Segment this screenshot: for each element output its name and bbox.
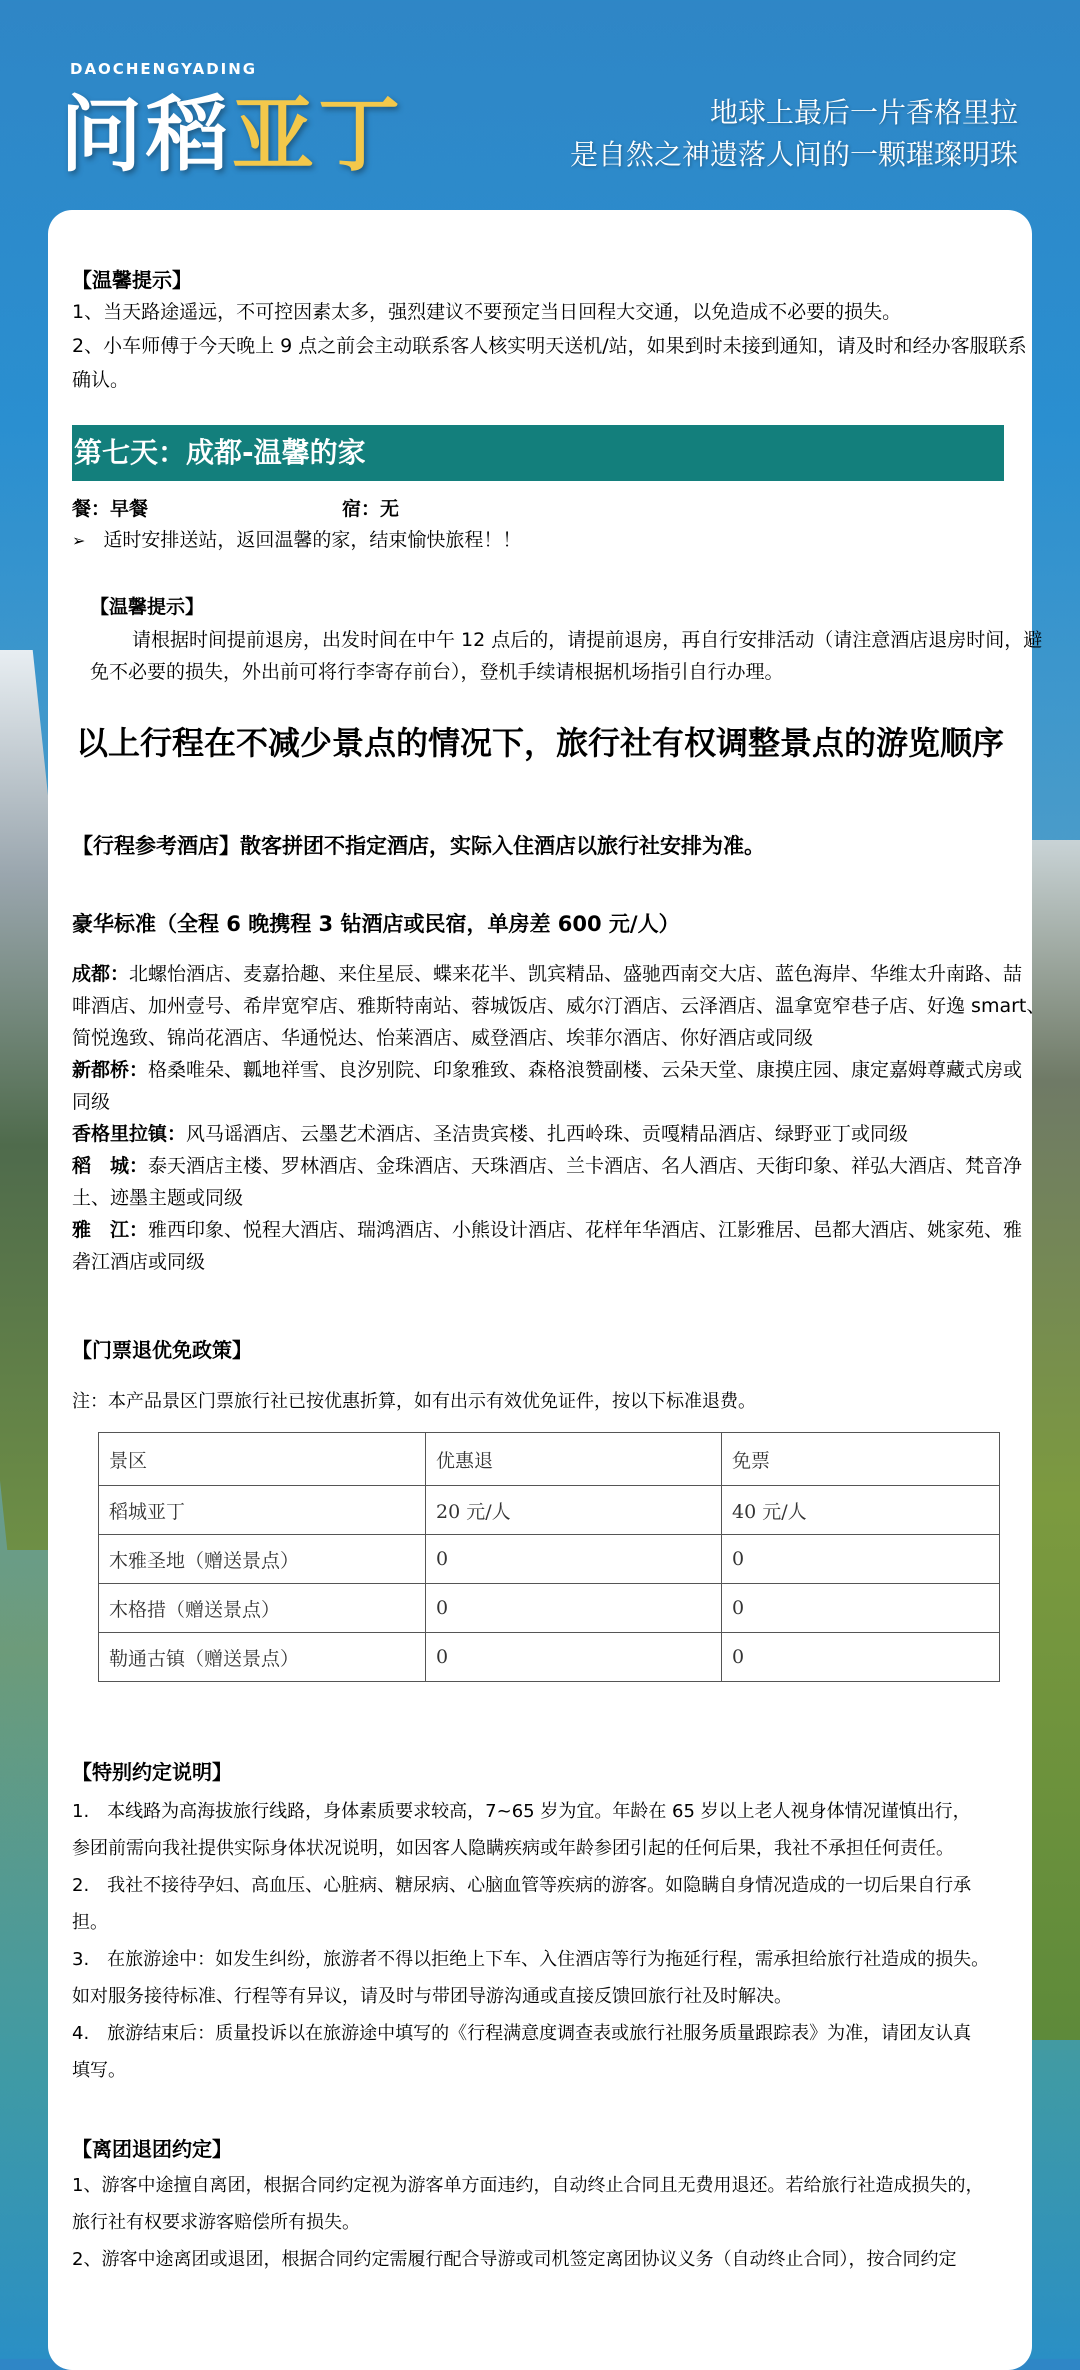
hotel-standard: 豪华标准（全程 6 晚携程 3 钻酒店或民宿，单房差 600 元/人）	[72, 912, 680, 936]
table-cell: 0	[722, 1535, 1000, 1584]
hotels-xindu-a	[72, 1054, 1022, 1086]
tickets-title: 【门票退优免政策】	[72, 1338, 252, 1362]
city-daocheng-label: 稻 城：	[72, 1155, 149, 1177]
table-cell: 0	[722, 1584, 1000, 1633]
leave-l2: 2、游客中途离团或退团，根据合同约定需履行配合导游或司机签定离团协议义务（自动终止合同），按合同约定	[72, 2249, 957, 2270]
special-title: 【特别约定说明】	[72, 1760, 232, 1784]
special-l2b: 担。	[72, 1912, 108, 1933]
arrow-bullet-icon: ➢	[72, 531, 86, 550]
table-row	[99, 1633, 1000, 1682]
day7-tips-title: 【温馨提示】	[90, 596, 205, 618]
table-cell: 0	[426, 1633, 722, 1682]
ticket-refund-table	[98, 1432, 1000, 1682]
hotels-chengdu-b: 啡酒店、加州壹号、希岸宽窄店、雅斯特南站、蓉城饭店、威尔汀酒店、云泽酒店、温拿宽窄巷子店、好逸 smart、	[72, 995, 1046, 1017]
leave-title: 【离团退团约定】	[72, 2137, 232, 2161]
day7-tips-b: 免不必要的损失，外出前可将行李寄存前台），登机手续请根据机场指引自行办理。	[90, 661, 784, 683]
table-cell: 稻城亚丁	[99, 1486, 426, 1535]
itinerary-notice: 以上行程在不减少景点的情况下，旅行社有权调整景点的游览顺序	[75, 724, 1004, 762]
hotels-shangri	[72, 1118, 908, 1150]
special-l1b: 参团前需向我社提供实际身体状况说明，如因客人隐瞒疾病或年龄参团引起的任何后果，我社不承担任何责任。	[72, 1838, 954, 1859]
table-row	[99, 1535, 1000, 1584]
brand-title-part2: 亚丁	[232, 87, 405, 183]
day7-desc	[72, 524, 521, 557]
special-l2a: 2. 我社不接待孕妇、高血压、心脏病、糖尿病、心脑血管等疾病的游客。如隐瞒自身情况造成的一切后果自行承	[72, 1875, 972, 1896]
day7-desc-text: 适时安排送站，返回温馨的家，结束愉快旅程！！	[103, 529, 522, 551]
city-shangri-label: 香格里拉镇：	[72, 1123, 187, 1145]
table-header-cell: 免票	[722, 1433, 1000, 1486]
brand-subtitle: DAOCHENGYADING	[70, 60, 258, 78]
hotels-yajiang-a	[72, 1214, 1022, 1246]
table-cell: 0	[426, 1535, 722, 1584]
tips1-line2b: 确认。	[72, 369, 130, 391]
table-cell: 20 元/人	[426, 1486, 722, 1535]
table-row	[99, 1486, 1000, 1535]
hotels-yajiang-list-a: 雅西印象、悦程大酒店、瑞鸿酒店、小熊设计酒店、花样年华酒店、江影雅居、邑都大酒店、姚家苑、雅	[148, 1219, 1023, 1241]
special-l3a: 3. 在旅游途中：如发生纠纷，旅游者不得以拒绝上下车、入住酒店等行为拖延行程，需承担给旅行社造成的损失。	[72, 1949, 990, 1970]
hotels-xindu-list-a: 格桑唯朵、瓤地祥雪、良汐别院、印象雅致、森格浪赞副楼、云朵天堂、康摸庄园、康定嘉姆尊藏式房或	[148, 1059, 1023, 1081]
special-l4a: 4. 旅游结束后：质量投诉以在旅游途中填写的《行程满意度调查表或旅行社服务质量跟踪表》为准，请团友认真	[72, 2023, 972, 2044]
hotels-daocheng-a	[72, 1150, 1022, 1182]
table-header-cell: 优惠退	[426, 1433, 722, 1486]
special-l4b: 填写。	[72, 2060, 126, 2081]
city-yajiang-label: 雅 江：	[72, 1219, 149, 1241]
hotels-title: 【行程参考酒店】散客拼团不指定酒店，实际入住酒店以旅行社安排为准。	[72, 834, 765, 858]
hotels-chengdu-c: 简悦逸致、锦尚花酒店、华通悦达、怡莱酒店、威登酒店、埃菲尔酒店、你好酒店或同级	[72, 1027, 814, 1049]
hotels-daocheng-b: 土、迹墨主题或同级	[72, 1187, 244, 1209]
leave-l1b: 旅行社有权要求游客赔偿所有损失。	[72, 2212, 360, 2233]
hotels-yajiang-b: 砻江酒店或同级	[72, 1251, 206, 1273]
tips1-title: 【温馨提示】	[72, 268, 192, 292]
table-cell: 40 元/人	[722, 1486, 1000, 1535]
table-row	[99, 1584, 1000, 1633]
stay-info: 宿：无	[342, 498, 400, 520]
hotels-shangri-list: 风马谣酒店、云墨艺术酒店、圣洁贵宾楼、扎西岭珠、贡嘎精品酒店、绿野亚丁或同级	[186, 1123, 909, 1145]
tips1-line1: 1、当天路途遥远，不可控因素太多，强烈建议不要预定当日回程大交通，以免造成不必要的损失。	[72, 301, 902, 323]
table-header-cell: 景区	[99, 1433, 426, 1486]
tickets-note: 注：本产品景区门票旅行社已按优惠折算，如有出示有效优免证件，按以下标准退费。	[72, 1391, 756, 1412]
table-cell: 勒通古镇（赠送景点）	[99, 1633, 426, 1682]
special-l1a: 1. 本线路为高海拔旅行线路，身体素质要求较高，7~65 岁为宜。年龄在 65 岁以上老人视身体情况谨慎出行，	[72, 1801, 971, 1822]
tips1-line2a: 2、小车师傅于今天晚上 9 点之前会主动联系客人核实明天送机/站，如果到时未接到通知，请及时和经办客服联系	[72, 335, 1027, 357]
table-cell: 0	[722, 1633, 1000, 1682]
table-cell: 木雅圣地（赠送景点）	[99, 1535, 426, 1584]
table-cell: 0	[426, 1584, 722, 1633]
day7-title-bar: 第七天：成都-温馨的家	[72, 425, 1004, 481]
slogan-line1: 地球上最后一片香格里拉	[709, 96, 1018, 129]
meal-info: 餐：早餐	[72, 498, 149, 520]
hotels-chengdu-a	[72, 958, 1022, 990]
city-chengdu-label: 成都：	[72, 963, 130, 985]
brand-title-part1: 问稻	[60, 87, 233, 183]
hotels-xindu-b: 同级	[72, 1091, 111, 1113]
day7-tips-a: 请根据时间提前退房，出发时间在中午 12 点后的，请提前退房，再自行安排活动（请注意酒店退房时间，避	[132, 629, 1043, 651]
table-header-row	[99, 1433, 1000, 1486]
leave-l1a: 1、游客中途擅自离团，根据合同约定视为游客单方面违约，自动终止合同且无费用退还。若给旅行社造成损失的，	[72, 2175, 984, 2196]
special-l3b: 如对服务接待标准、行程等有异议，请及时与带团导游沟通或直接反馈回旅行社及时解决。	[72, 1986, 792, 2007]
city-xindu-label: 新都桥：	[72, 1059, 149, 1081]
table-cell: 木格措（赠送景点）	[99, 1584, 426, 1633]
slogan-line2: 是自然之神遗落人间的一颗璀璨明珠	[569, 138, 1018, 171]
hotels-daocheng-list-a: 泰天酒店主楼、罗林酒店、金珠酒店、天珠酒店、兰卡酒店、名人酒店、天街印象、祥弘大酒店、梵音净	[148, 1155, 1023, 1177]
hotels-chengdu-list-a: 北螺怡酒店、麦嘉拾趣、来住星辰、蝶来花半、凯宾精品、盛驰西南交大店、蓝色海岸、华维太升南路、喆	[129, 963, 1023, 985]
